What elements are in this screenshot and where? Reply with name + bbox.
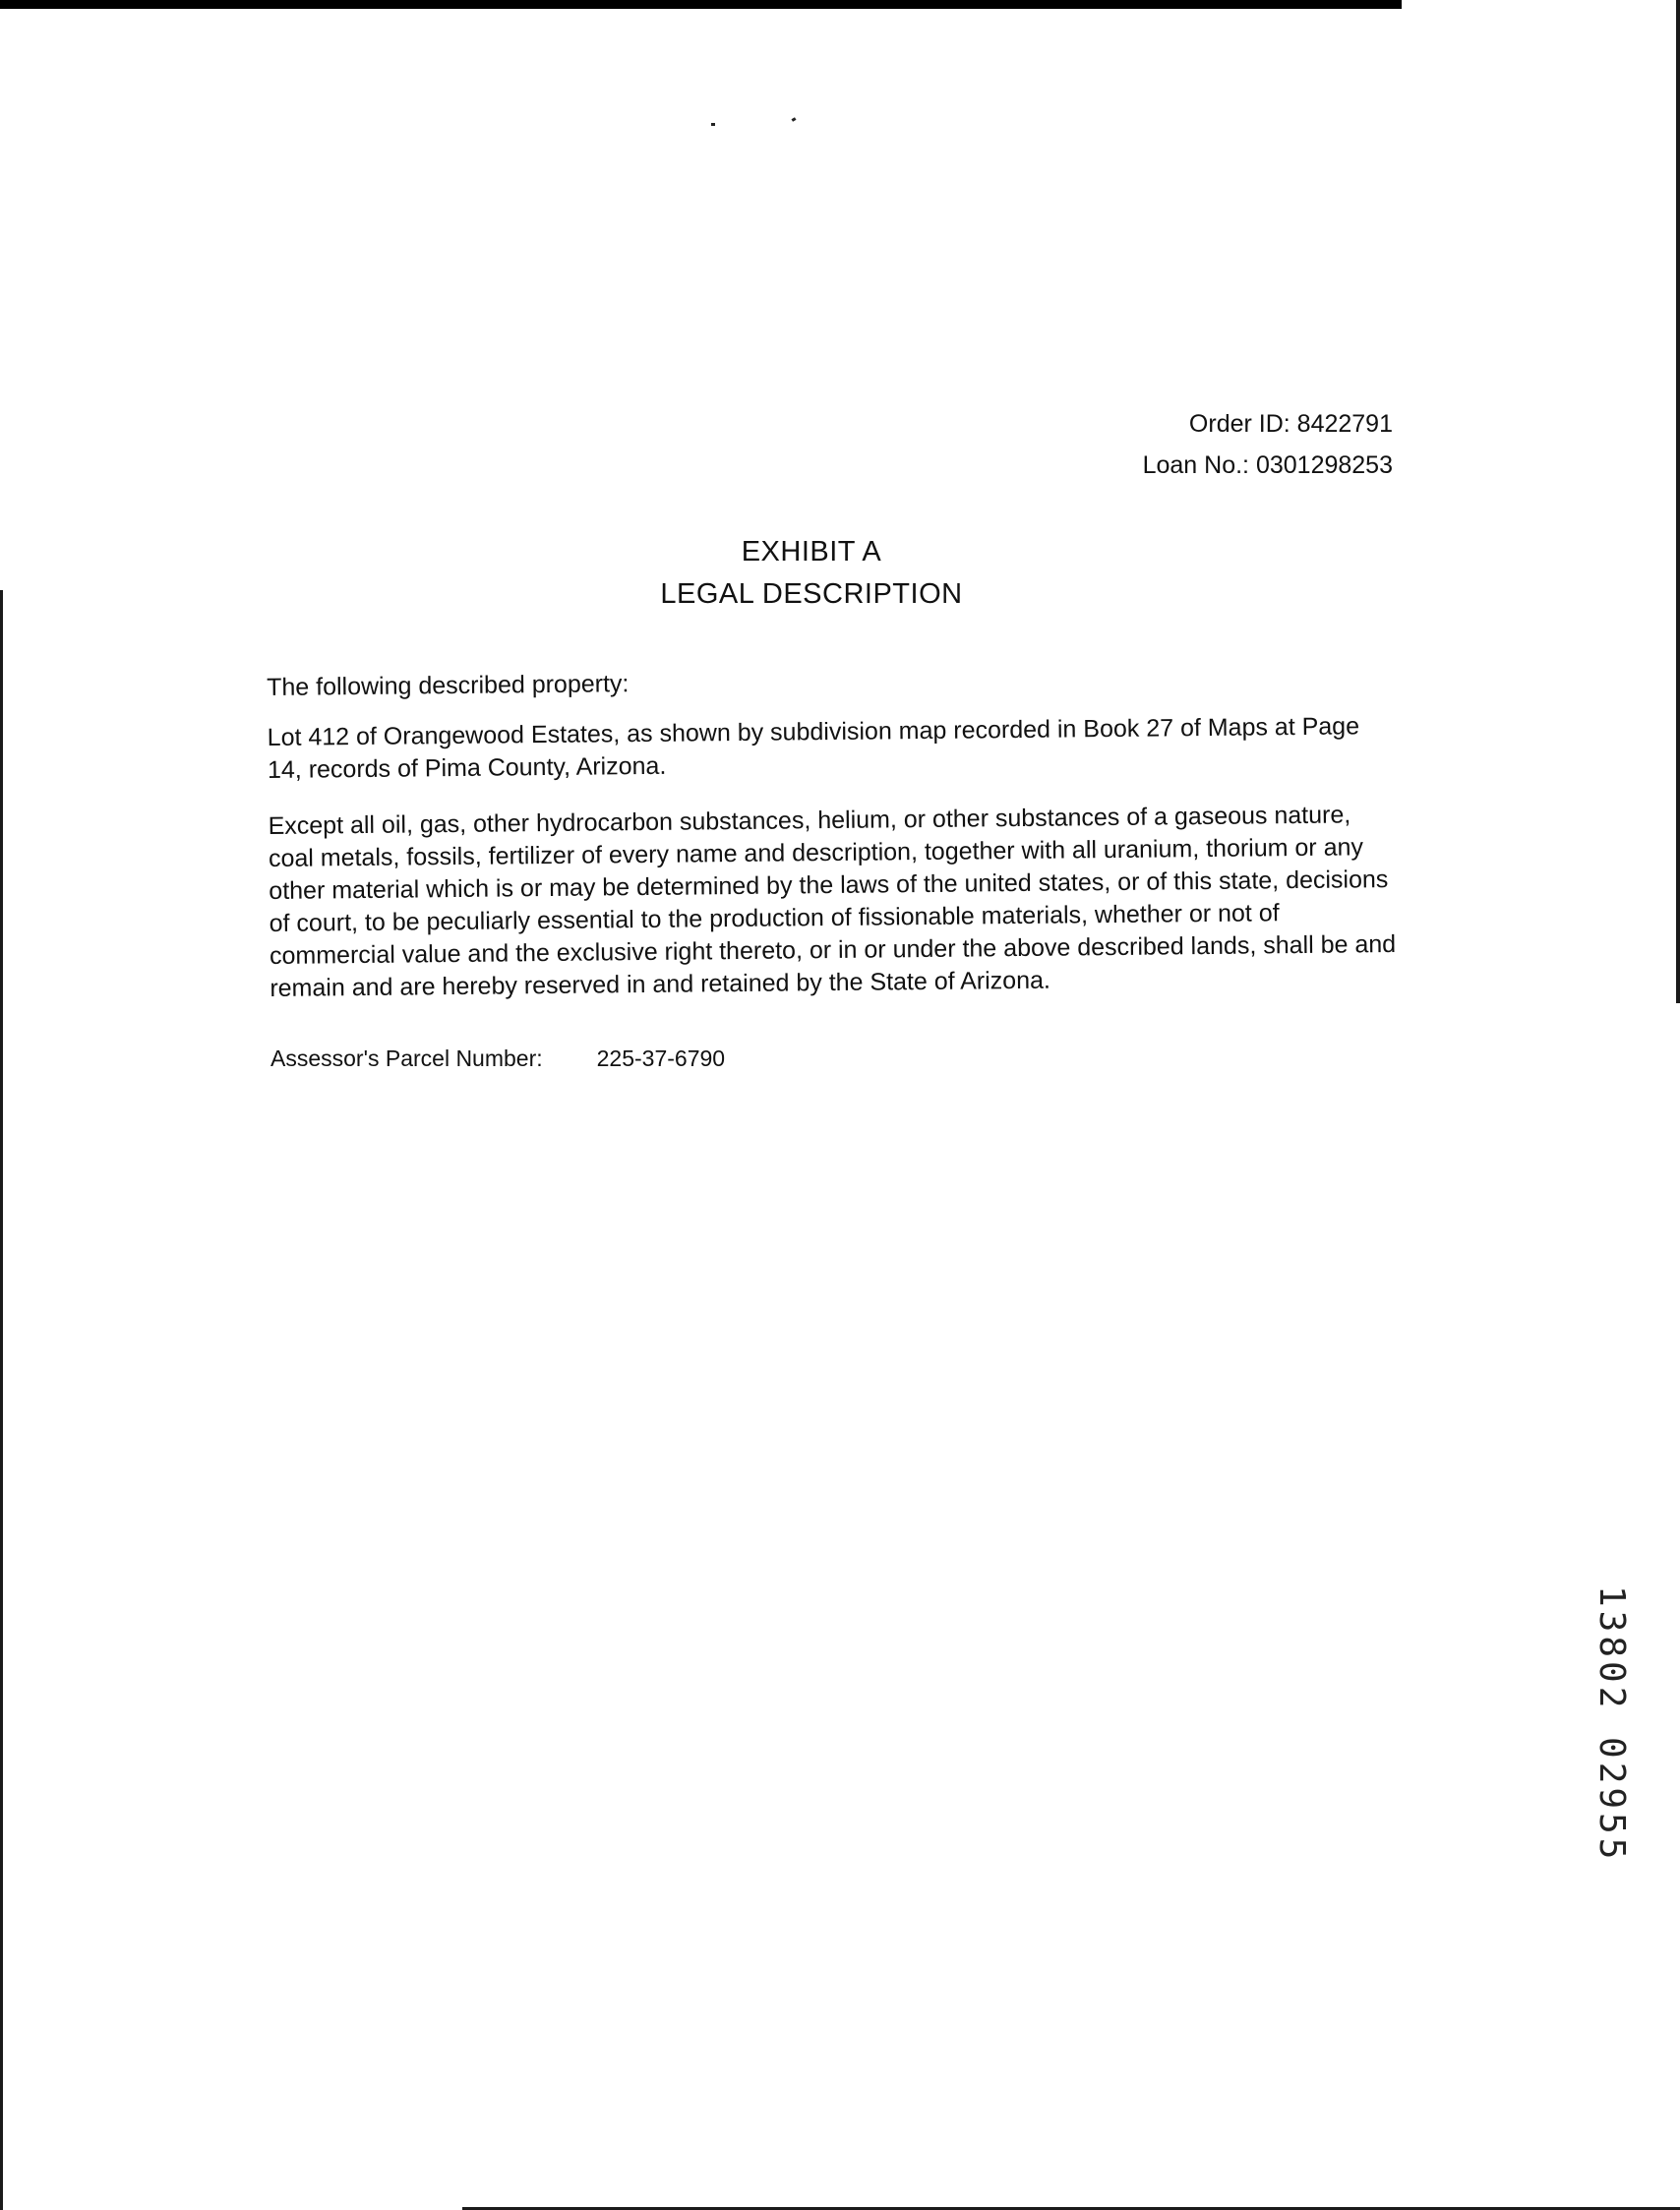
loan-number: Loan No.: 0301298253 [1142,451,1393,479]
side-stamp-number: 13802 02955 [1591,1585,1632,1864]
exhibit-heading: EXHIBIT A [741,536,882,567]
scan-speck [792,117,797,122]
legal-description-heading: LEGAL DESCRIPTION [660,578,963,610]
order-id: Order ID: 8422791 [1188,410,1393,438]
parcel-number-row [270,1045,725,1072]
lot-paragraph: Lot 412 of Orangewood Estates, as shown by subdivision map recorded in Book 27 of Maps at Page 14, records of Pima County, Arizona. [267,712,1360,784]
scan-top-edge [0,0,1402,9]
exception-paragraph: Except all oil, gas, other hydrocarbon substances, helium, or other substances of a gaseous nature, coal metals, fossils, fertilizer of every name and description, together with all uranium, thorium or any other material which is or may be determined by the laws of the united states, or of this state, decisions of court, to be peculiarly essential to the production of fissionable materials, whether or not of commercial value and the exclusive right thereto, or in or under the above described lands, shall be and remain and are hereby reserved in and retained by the State of Arizona. [268,801,1397,1002]
scan-right-edge [1676,0,1680,1003]
parcel-number-value: 225-37-6790 [596,1045,726,1071]
parcel-number-label: Assessor's Parcel Number: [270,1045,543,1071]
document-title [0,531,1623,616]
scan-speck [711,123,715,126]
scan-left-edge [0,590,3,2210]
order-info [1143,403,1393,486]
intro-text: The following described property: [267,670,630,701]
legal-description-body [267,660,1402,1029]
